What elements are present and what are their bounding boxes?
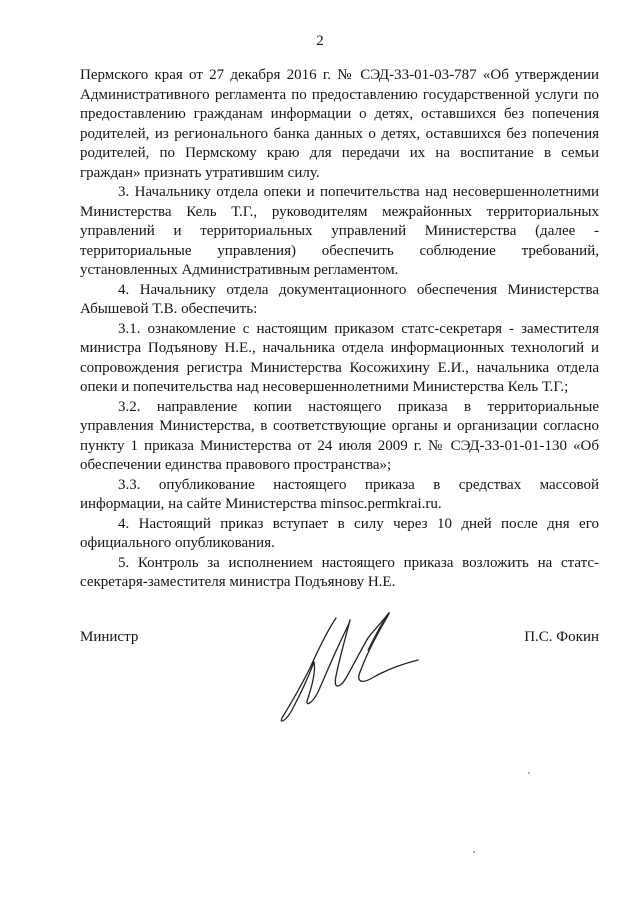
- document-body: [80, 66, 599, 593]
- paragraph-item-3-2: 3.2. направление копии настоящего приказа в территориальные управления Министерства, в соответствующие органы и организации согласно пункту 1 приказа Министерства от 24 июля 2009 г. № СЭД-33-01-01-130 «Об обеспечении единства правового пространства»;: [80, 398, 599, 473]
- scan-speck: [528, 772, 530, 774]
- signer-role: Министр: [80, 629, 139, 645]
- paragraph-item-4: 4. Начальнику отдела документационного обеспечения Министерства Абышевой Т.В. обеспечить:: [80, 281, 599, 317]
- paragraph-continuation: Пермского края от 27 декабря 2016 г. № СЭД-33-01-03-787 «Об утверждении Административного регламента по предоставлению государственной услуги по предоставлению гражданам информации о детях, оставшихся без попечения родителей, из регионального банка данных о детях, оставшихся без попечения родителей, по Пермскому краю для передачи их на воспитание в семьи граждан» признать утратившим силу.: [80, 67, 599, 181]
- page-number: 2: [316, 33, 324, 49]
- paragraph-item-3-3: 3.3. опубликование настоящего приказа в средствах массовой информации, на сайте Министерства minsoc.permkrai.ru.: [80, 476, 599, 512]
- scan-speck: [473, 851, 475, 853]
- paragraph-item-4-effective: 4. Настоящий приказ вступает в силу через 10 дней после дня его официального опубликования.: [80, 515, 599, 551]
- paragraph-item-3-1: 3.1. ознакомление с настоящим приказом статс-секретаря - заместителя министра Подъянову Н.Е., начальника отдела информационных технологий и сопровождения регистра Министерства Косожихину Е.И., начальника отдела опеки и попечительства над несовершеннолетними Министерства Кель Т.Г.;: [80, 320, 599, 395]
- handwritten-signature: [270, 600, 430, 730]
- paragraph-item-3: 3. Начальнику отдела опеки и попечительства над несовершеннолетними Министерства Кель Т.Г., руководителям межрайонных территориальных управлений и территориальных управлений Министерства (далее - территориальные управления) обеспечить соблюдение требований, установленных Административным регламентом.: [80, 184, 599, 278]
- signer-name: П.С. Фокин: [524, 629, 599, 645]
- paragraph-item-5: 5. Контроль за исполнением настоящего приказа возложить на статс-секретаря-заместителя министра Подъянову Н.Е.: [80, 554, 599, 590]
